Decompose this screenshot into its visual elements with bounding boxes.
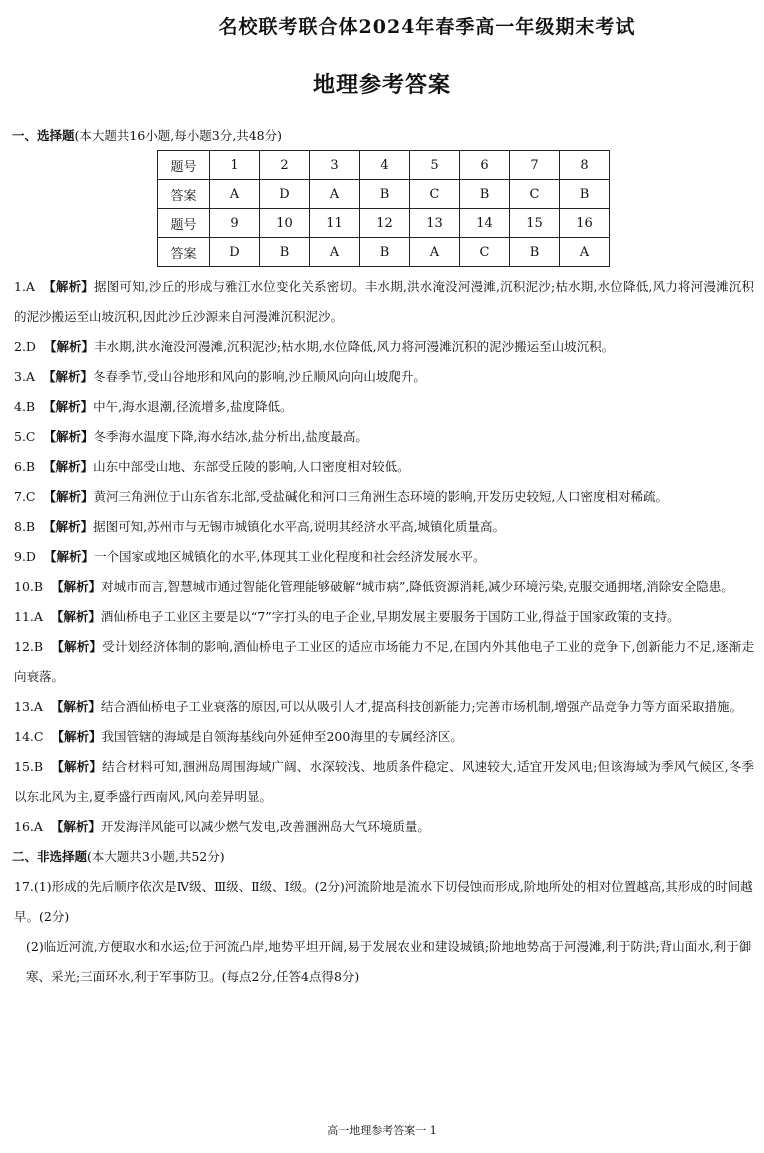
section-1-title: 一、选择题	[12, 128, 75, 143]
list-item	[14, 362, 754, 392]
item-number: 16.A	[14, 819, 43, 834]
item-text: 结合材料可知,涠洲岛周围海域广阔、水深较浅、地质条件稳定、风速较大,适宜开发风电;但该海域为季风气候区,冬季以东北风为主,夏季盛行西南风,风向差异明显。	[14, 759, 754, 804]
question-number: 16	[560, 209, 610, 238]
question-number: 6	[460, 151, 510, 180]
section-2-note: (本大题共3小题,共52分)	[87, 849, 225, 864]
question-number: 7	[510, 151, 560, 180]
answer-cell: D	[260, 180, 310, 209]
row-label-answer: 答案	[158, 238, 210, 267]
answer-cell: C	[510, 180, 560, 209]
answer-cell: A	[560, 238, 610, 267]
question-number: 12	[360, 209, 410, 238]
item-number: 13.A	[14, 699, 43, 714]
analysis-tag: 【解析】	[43, 429, 94, 444]
analysis-tag: 【解析】	[51, 729, 102, 744]
analysis-tag: 【解析】	[43, 459, 94, 474]
question-number: 9	[210, 209, 260, 238]
row-label-answer: 答案	[158, 180, 210, 209]
analysis-tag: 【解析】	[43, 519, 94, 534]
analysis-tag: 【解析】	[43, 549, 94, 564]
question-number: 15	[510, 209, 560, 238]
item-number: 3.A	[14, 369, 35, 384]
item-number: 10.B	[14, 579, 44, 594]
question-number: 5	[410, 151, 460, 180]
question-number: 3	[310, 151, 360, 180]
list-item	[14, 602, 754, 632]
list-item	[14, 752, 754, 812]
question-number: 1	[210, 151, 260, 180]
question-number: 2	[260, 151, 310, 180]
list-item	[14, 512, 754, 542]
list-item	[14, 422, 754, 452]
analysis-tag: 【解析】	[42, 279, 94, 294]
item-number: 15.B	[14, 759, 44, 774]
analysis-tag: 【解析】	[50, 819, 101, 834]
list-item	[14, 812, 754, 842]
item-text: 丰水期,洪水淹没河漫滩,沉积泥沙;枯水期,水位降低,风力将河漫滩沉积的泥沙搬运至山坡沉积。	[93, 339, 615, 354]
answer-cell: A	[210, 180, 260, 209]
item-number: 5.C	[14, 429, 36, 444]
analysis-tag: 【解析】	[43, 399, 94, 414]
row-label-question: 题号	[158, 151, 210, 180]
analysis-tag: 【解析】	[43, 489, 94, 504]
item-number: 14.C	[14, 729, 44, 744]
list-item	[14, 482, 754, 512]
answer-cell: C	[460, 238, 510, 267]
item-number: 6.B	[14, 459, 36, 474]
analysis-tag: 【解析】	[51, 759, 103, 774]
section-1-heading	[12, 126, 282, 144]
item-text: 中午,海水退潮,径流增多,盐度降低。	[93, 399, 293, 414]
question-number: 4	[360, 151, 410, 180]
answer-cell: A	[410, 238, 460, 267]
page-footer: 高一地理参考答案一 1	[327, 1124, 437, 1137]
question-number: 8	[560, 151, 610, 180]
question-number: 14	[460, 209, 510, 238]
item-text: 受计划经济体制的影响,酒仙桥电子工业区的适应市场能力不足,在国内外其他电子工业的竞争下,创新能力不足,逐渐走向衰落。	[14, 639, 754, 684]
question-number: 13	[410, 209, 460, 238]
table-row	[158, 209, 610, 238]
list-item	[14, 632, 754, 692]
question-number: 10	[260, 209, 310, 238]
answer-cell: A	[310, 238, 360, 267]
answer-cell: B	[260, 238, 310, 267]
question-number: 11	[310, 209, 360, 238]
analysis-list	[14, 272, 754, 992]
exam-title: 名校联考联合体2024年春季高一年级期末考试	[218, 16, 636, 38]
answer-cell: B	[460, 180, 510, 209]
list-item	[14, 272, 754, 332]
item-text: 黄河三角洲位于山东省东北部,受盐碱化和河口三角洲生态环境的影响,开发历史较短,人口密度相对稀疏。	[93, 489, 668, 504]
item-number: 8.B	[14, 519, 36, 534]
item-text: 一个国家或地区城镇化的水平,体现其工业化程度和社会经济发展水平。	[93, 549, 486, 564]
list-item	[14, 392, 754, 422]
item-text: 山东中部受山地、东部受丘陵的影响,人口密度相对较低。	[93, 459, 410, 474]
list-item	[14, 572, 754, 602]
item-number: 4.B	[14, 399, 36, 414]
item-number: 12.B	[14, 639, 44, 654]
item-text: 我国管辖的海域是自领海基线向外延伸至200海里的专属经济区。	[101, 729, 463, 744]
section-1-note: (本大题共16小题,每小题3分,共48分)	[74, 128, 282, 143]
answer-cell: D	[210, 238, 260, 267]
item-number: 9.D	[14, 549, 36, 564]
section-2-title: 二、非选择题	[12, 849, 88, 864]
answer-cell: B	[360, 180, 410, 209]
analysis-tag: 【解析】	[50, 609, 101, 624]
list-item	[14, 722, 754, 752]
table-row	[158, 151, 610, 180]
answer-cell: C	[410, 180, 460, 209]
answer-cell: B	[510, 238, 560, 267]
answer-cell: A	[310, 180, 360, 209]
document-title: 地理参考答案	[312, 72, 451, 98]
item-text: 冬季海水温度下降,海水结冰,盐分析出,盐度最高。	[93, 429, 368, 444]
answer-table	[157, 150, 610, 267]
question-17-part-1: (1)形成的先后顺序依次是Ⅳ级、Ⅲ级、Ⅱ级、Ⅰ级。(2分)河流阶地是流水下切侵蚀而形成,阶地所处的相对位置越高,其形成的时间越早。(2分)	[14, 879, 753, 924]
analysis-tag: 【解析】	[50, 699, 101, 714]
item-number: 7.C	[14, 489, 36, 504]
table-row	[158, 180, 610, 209]
item-text: 据图可知,沙丘的形成与雅江水位变化关系密切。丰水期,洪水淹没河漫滩,沉积泥沙;枯水期,水位降低,风力将河漫滩沉积的泥沙搬运至山坡沉积,因此沙丘沙源来自河漫滩沉积泥沙。	[14, 279, 754, 324]
item-text: 酒仙桥电子工业区主要是以“7”字打头的电子企业,早期发展主要服务于国防工业,得益于国家政策的支持。	[100, 609, 680, 624]
table-row	[158, 238, 610, 267]
question-17-answer	[14, 872, 754, 992]
answer-cell: B	[560, 180, 610, 209]
analysis-tag: 【解析】	[43, 339, 94, 354]
section-2-heading	[12, 842, 754, 872]
item-number: 11.A	[14, 609, 43, 624]
row-label-question: 题号	[158, 209, 210, 238]
item-number: 1.A	[14, 279, 35, 294]
item-text: 对城市而言,智慧城市通过智能化管理能够破解“城市病”,降低资源消耗,减少环境污染,克服交通拥堵,消除安全隐患。	[101, 579, 734, 594]
analysis-tag: 【解析】	[42, 369, 93, 384]
analysis-tag: 【解析】	[51, 579, 102, 594]
list-item	[14, 452, 754, 482]
question-17-number: 17.	[14, 879, 34, 894]
item-text: 据图可知,苏州市与无锡市城镇化水平高,说明其经济水平高,城镇化质量高。	[93, 519, 506, 534]
analysis-tag: 【解析】	[51, 639, 103, 654]
item-text: 结合酒仙桥电子工业衰落的原因,可以从吸引人才,提高科技创新能力;完善市场机制,增强产品竞争力等方面采取措施。	[100, 699, 743, 714]
list-item	[14, 542, 754, 572]
question-17-part-2: (2)临近河流,方便取水和水运;位于河流凸岸,地势平坦开阔,易于发展农业和建设城镇;阶地地势高于河漫滩,利于防洪;背山面水,利于御寒、采光;三面环水,利于军事防卫。(每点2分,任答4点得8分)	[26, 939, 752, 984]
answer-cell: B	[360, 238, 410, 267]
item-text: 开发海洋风能可以减少燃气发电,改善涠洲岛大气环境质量。	[100, 819, 430, 834]
list-item	[14, 692, 754, 722]
item-number: 2.D	[14, 339, 36, 354]
list-item	[14, 332, 754, 362]
item-text: 冬春季节,受山谷地形和风向的影响,沙丘顺风向向山坡爬升。	[92, 369, 426, 384]
